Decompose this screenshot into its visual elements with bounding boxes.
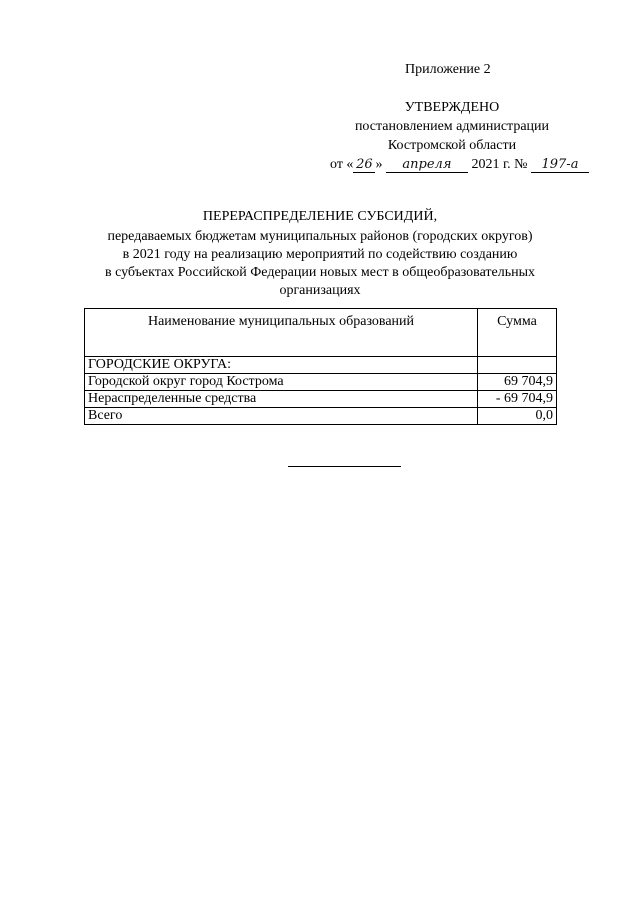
date-line <box>330 155 582 174</box>
appendix-label: Приложение 2 <box>405 62 491 77</box>
document-title <box>80 208 560 300</box>
title-heading: ПЕРЕРАСПРЕДЕЛЕНИЕ СУБСИДИЙ, <box>202 209 438 224</box>
resolution-line-2: Костромской области <box>387 138 517 153</box>
row-name: Городской округ город Кострома <box>85 374 478 391</box>
subsidy-table <box>84 308 557 425</box>
table-row <box>85 408 557 425</box>
row-name: Нераспределенные средства <box>85 391 478 408</box>
table-row <box>85 391 557 408</box>
title-line-3: в субъектах Российской Федерации новых мест в общеобразовательных <box>104 265 536 280</box>
approved-label: УТВЕРЖДЕНО <box>404 100 500 115</box>
handwritten-day: 26 <box>353 157 375 173</box>
title-line-1: передаваемых бюджетам муниципальных районов (городских округов) <box>107 229 533 244</box>
date-year: 2021 г. № <box>471 157 528 172</box>
group-sum <box>478 357 557 374</box>
title-line-2: в 2021 году на реализацию мероприятий по содействию созданию <box>122 247 518 262</box>
title-line-4: организациях <box>279 283 361 298</box>
handwritten-doc-number: 197-а <box>531 157 589 173</box>
resolution-line-1: постановлением администрации <box>354 119 550 134</box>
header-municipality: Наименование муниципальных образований <box>85 309 478 357</box>
handwritten-month: апреля <box>386 157 468 173</box>
table-row <box>85 357 557 374</box>
row-sum: 69 704,9 <box>478 374 557 391</box>
row-sum: - 69 704,9 <box>478 391 557 408</box>
row-name: Всего <box>85 408 478 425</box>
date-mid: » <box>375 157 383 172</box>
closing-rule <box>288 466 401 467</box>
group-label: ГОРОДСКИЕ ОКРУГА: <box>85 357 478 374</box>
approval-block <box>322 98 582 174</box>
table-row <box>85 374 557 391</box>
date-prefix: от « <box>330 157 354 172</box>
row-sum: 0,0 <box>478 408 557 425</box>
header-sum: Сумма <box>478 309 557 357</box>
table-header-row <box>85 309 557 357</box>
